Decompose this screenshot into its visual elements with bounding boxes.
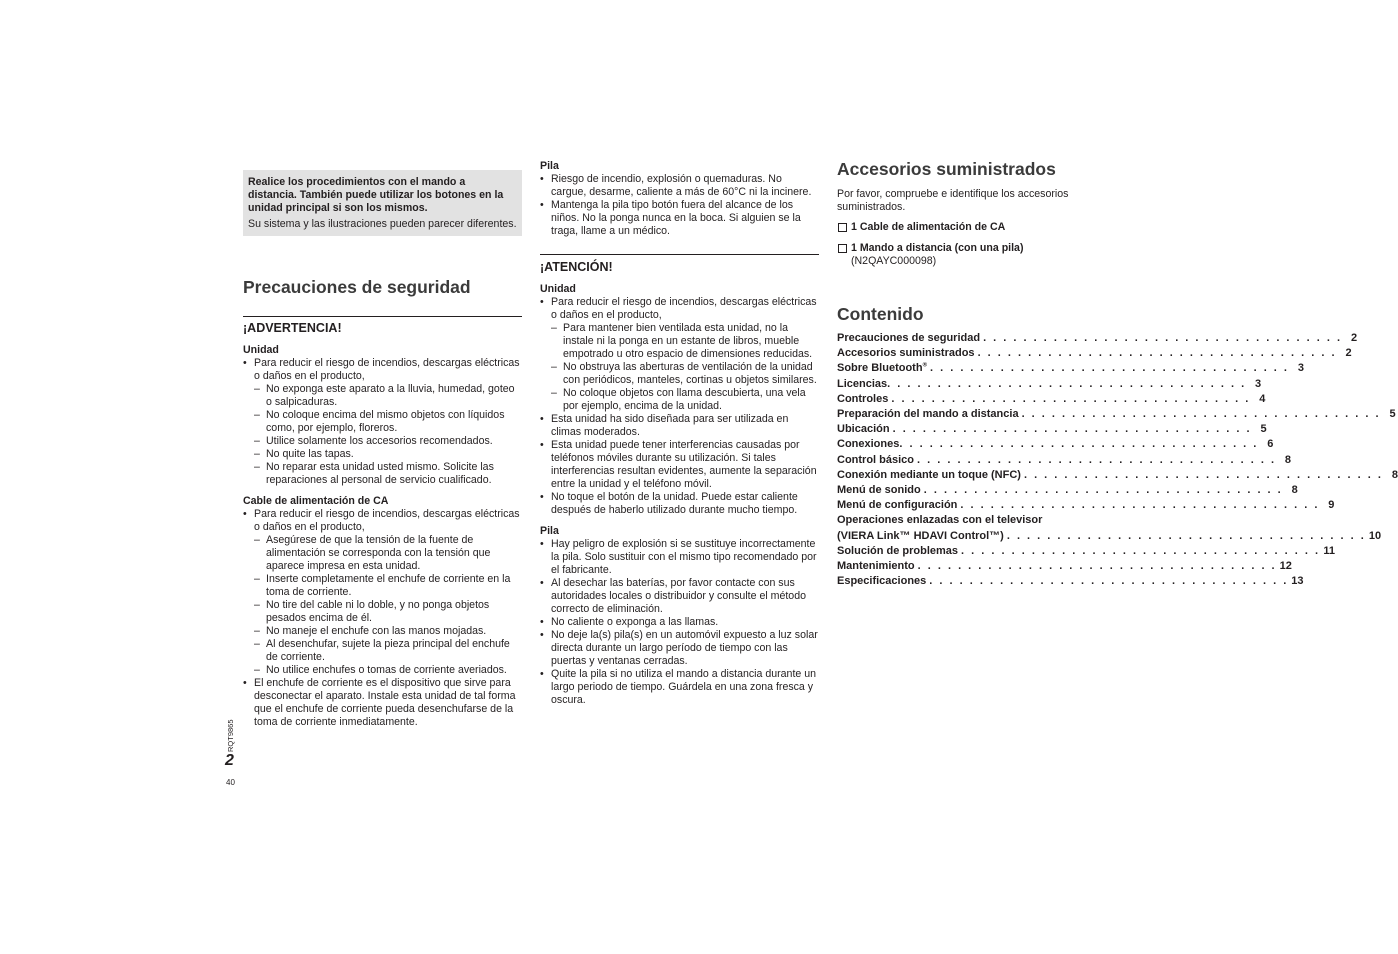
toc-row[interactable] (837, 483, 1298, 498)
section-rule (540, 254, 819, 255)
toc-row[interactable] (837, 513, 1116, 528)
pila-heading: Pila (540, 160, 559, 172)
toc-row[interactable] (837, 559, 1292, 574)
toc-leader: . . . . . . . . . . . . . . . . . . . . . . . . . . . . . . . . . . . . (923, 484, 1283, 497)
toc-title: Accesorios suministrados (837, 347, 975, 360)
checkbox-icon (838, 223, 847, 232)
list-item: – No tire del cable ni lo doble, y no ponga objetos pesados encima de él. (243, 599, 522, 625)
toc-row[interactable] (837, 529, 1382, 544)
list-item: • Quite la pila si no utiliza el mando a distancia durante un largo periodo de tiempo. Guárdela en una zona fresca y oscura. (540, 668, 819, 707)
toc-leader: . . . . . . . . . . . . . . . . . . . . . . . . . . . . . . . . . . . . (983, 332, 1343, 344)
list-item (243, 357, 522, 487)
pila-list (540, 538, 819, 707)
list-item-text: Para reducir el riesgo de incendios, descargas eléctricas o daños en el producto, (254, 508, 520, 533)
toc-leader: . . . . . . . . . . . . . . . . . . . . . . . . . . . . . . . . . . . . (961, 544, 1321, 557)
list-item: • No caliente o exponga a las llamas. (540, 616, 819, 629)
list-item: • Riesgo de incendio, explosión o quemaduras. No cargue, desarme, caliente a más de 60°C ni la incinere. (540, 173, 819, 199)
toc-leader: . . . . . . . . . . . . . . . . . . . . . . . . . . . . . . . . . . . . (899, 438, 1259, 451)
toc-page: 11 (1323, 544, 1336, 557)
left-column (243, 170, 522, 729)
toc-row[interactable] (837, 346, 1352, 361)
table-of-contents (837, 331, 1398, 589)
toc-leader: . . . . . . . . . . . . . . . . . . . . . . . . . . . . . . . . . . . . (960, 499, 1320, 512)
accessories-intro: Por favor, compruebe e identifique los accesorios suministrados. (837, 188, 1069, 213)
toc-title: Conexiones (837, 438, 900, 451)
list-item: – No reparar esta unidad usted mismo. Solicite las reparaciones al personal de servicio cualificado. (243, 461, 522, 487)
toc-row[interactable] (837, 422, 1267, 437)
list-item: • Esta unidad puede tener interferencias causadas por teléfonos móviles durante su utilización. Si tales interferencias resultan evidentes, aumente la separación entre la unidad y el teléfono móvil. (540, 439, 819, 491)
document-code: RQT9865 (226, 719, 235, 752)
toc-page: 4 (1259, 392, 1266, 405)
toc-page: 5 (1389, 408, 1396, 421)
list-item: – No exponga este aparato a la lluvia, humedad, goteo o salpicaduras. (243, 383, 522, 409)
list-item: – Utilice solamente los accesorios recomendados. (243, 435, 522, 448)
toc-page: 2 (1345, 347, 1352, 360)
toc-page: 8 (1284, 453, 1292, 466)
toc-row[interactable] (837, 544, 1336, 559)
toc-title: Control básico (837, 453, 915, 466)
toc-leader: . . . . . . . . . . . . . . . . . . . . . . . . . . . . . . . . . . . . (917, 453, 1277, 466)
toc-leader: . . . . . . . . . . . . . . . . . . . . . . . . . . . . . . . . . . . . (892, 423, 1252, 436)
toc-leader: . . . . . . . . . . . . . . . . . . . . . . . . . . . . . . . . . . . . (929, 362, 1289, 375)
contents-title: Contenido (837, 304, 924, 324)
list-item: – Para mantener bien ventilada esta unidad, no la instale ni la ponga en un estante de libros, mueble empotrado u otro espacio de dimensiones reducidas. (540, 322, 819, 361)
list-item: – No maneje el enchufe con las manos mojadas. (243, 625, 522, 638)
toc-row[interactable] (837, 574, 1304, 589)
unit-list (540, 296, 819, 517)
list-item-text: Para reducir el riesgo de incendios, descargas eléctricas o daños en el producto, (254, 357, 520, 382)
list-item-text: Para reducir el riesgo de incendios, descargas eléctricas o daños en el producto, (551, 296, 817, 321)
attention-heading: ¡ATENCIÓN! (540, 260, 613, 274)
info-note (243, 170, 522, 236)
toc-page: 6 (1267, 438, 1274, 451)
middle-column (540, 160, 819, 707)
toc-title: Menú de sonido (837, 484, 921, 497)
list-item: – No coloque objetos con llama descubierta, una vela por ejemplo, encima de la unidad. (540, 387, 819, 413)
accessories-title: Accesorios suministrados (837, 159, 1056, 179)
toc-title: Licencias (837, 377, 888, 390)
toc-title: Especificaciones (837, 575, 927, 588)
toc-row[interactable] (837, 498, 1335, 513)
toc-row[interactable] (837, 437, 1274, 452)
list-item: • Esta unidad ha sido diseñada para ser utilizada en climas moderados. (540, 413, 819, 439)
list-item: – No utilice enchufes o tomas de corriente averiados. (243, 664, 522, 677)
note-bold: Realice los procedimientos con el mando a distancia. También puede utilizar los botones en la unidad principal si son los mismos. (248, 176, 504, 214)
list-item (540, 296, 819, 413)
toc-title: Operaciones enlazadas con el televisor (837, 514, 1043, 527)
list-item: • No deje la(s) pila(s) en un automóvil expuesto a luz solar directa durante un largo período de tiempo con las puertas y ventanas cerradas. (540, 629, 819, 668)
list-item (243, 508, 522, 677)
page-subnumber: 40 (226, 778, 235, 787)
toc-row[interactable] (837, 407, 1396, 422)
cable-list (243, 508, 522, 729)
list-item: – No quite las tapas. (243, 448, 522, 461)
page-number: 2 (225, 752, 234, 769)
toc-title: (VIERA Link™ HDAVI Control™) (837, 529, 1004, 542)
list-item: – Asegúrese de que la tensión de la fuente de alimentación se corresponda con la tensión que aparece impresa en esta unidad. (243, 534, 522, 573)
toc-page: 8 (1291, 484, 1298, 497)
list-item: – Inserte completamente el enchufe de corriente en la toma de corriente. (243, 573, 522, 599)
list-item: • Hay peligro de explosión si se sustituye incorrectamente la pila. Solo sustituir con el mismo tipo recomendado por el fabricante. (540, 538, 819, 577)
toc-page: 2 (1350, 332, 1358, 344)
toc-leader: . . . . . . . . . . . . . . . . . . . . . . . . . . . . . . . . . . . . (891, 392, 1251, 405)
toc-leader: . . . . . . . . . . . . . . . . . . . . . . . . . . . . . . . . . . . . (1006, 529, 1366, 542)
toc-row[interactable] (837, 453, 1292, 468)
list-item: – No obstruya las aberturas de ventilación de la unidad con periódicos, manteles, cortinas u objetos similares. (540, 361, 819, 387)
toc-title-text: Sobre Bluetooth (837, 362, 923, 375)
accessory-label: 1 Mando a distancia (con una pila) (851, 242, 1024, 254)
toc-title: Solución de problemas (837, 544, 959, 557)
toc-row[interactable] (837, 361, 1304, 376)
toc-title: Conexión mediante un toque (NFC) (837, 468, 1021, 481)
toc-title (837, 361, 927, 376)
pila-list (540, 173, 819, 238)
toc-row[interactable] (837, 331, 1358, 346)
toc-leader: . . . . . . . . . . . . . . . . . . . . . . . . . . . . . . . . . . . . (1023, 468, 1383, 481)
unit-heading: Unidad (540, 283, 576, 295)
safety-title: Precauciones de seguridad (243, 277, 471, 297)
toc-page: 9 (1328, 499, 1335, 512)
list-item: – No coloque encima del mismo objetos con líquidos como, por ejemplo, floreros. (243, 409, 522, 435)
note-normal: Su sistema y las ilustraciones pueden parecer diferentes. (248, 218, 517, 230)
checkbox-icon (838, 244, 847, 253)
toc-page: 3 (1255, 377, 1262, 390)
toc-leader: . . . . . . . . . . . . . . . . . . . . . . . . . . . . . . . . . . . . (977, 347, 1337, 360)
toc-page: 12 (1279, 560, 1292, 573)
toc-page: 10 (1368, 529, 1382, 542)
list-item: – Al desenchufar, sujete la pieza principal del enchufe de corriente. (243, 638, 522, 664)
warning-heading: ¡ADVERTENCIA! (243, 321, 342, 335)
toc-title: Controles (837, 392, 889, 405)
toc-row[interactable] (837, 392, 1266, 407)
toc-title: Menú de configuración (837, 499, 958, 512)
accessory-label: 1 Cable de alimentación de CA (851, 221, 1006, 233)
toc-page: 8 (1391, 468, 1398, 481)
right-column (837, 159, 1398, 589)
toc-row[interactable] (837, 377, 1262, 392)
section-rule (243, 316, 522, 317)
toc-page: 3 (1297, 362, 1304, 375)
pila-heading: Pila (540, 525, 559, 537)
list-item: • No toque el botón de la unidad. Puede estar caliente después de haberlo utilizado durante mucho tiempo. (540, 491, 819, 517)
toc-page: 13 (1291, 575, 1304, 588)
list-item: • Mantenga la pila tipo botón fuera del alcance de los niños. No la ponga nunca en la boca. Si alguien se la traga, llame a un médico. (540, 199, 819, 238)
toc-leader: . . . . . . . . . . . . . . . . . . . . . . . . . . . . . . . . . . . . (929, 575, 1289, 588)
accessory-item (837, 221, 1116, 234)
cable-heading: Cable de alimentación de CA (243, 495, 389, 507)
toc-title: Preparación del mando a distancia (837, 408, 1019, 421)
toc-title: Mantenimiento (837, 560, 915, 573)
accessory-code: (N2QAYC000098) (851, 255, 937, 267)
toc-leader: . . . . . . . . . . . . . . . . . . . . . . . . . . . . . . . . . . . . (887, 377, 1247, 390)
unit-heading: Unidad (243, 344, 279, 356)
list-item: • El enchufe de corriente es el dispositivo que sirve para desconectar el aparato. Instale esta unidad de tal forma que el enchufe de corriente pueda desenchufarse de la toma de corriente inmediatamente. (243, 677, 522, 729)
toc-title: Ubicación (837, 423, 890, 436)
accessory-item (837, 242, 1116, 268)
unit-list (243, 357, 522, 487)
list-item: • Al desechar las baterías, por favor contacte con sus autoridades locales o distribuidor y consulte el método correcto de eliminación. (540, 577, 819, 616)
toc-leader: . . . . . . . . . . . . . . . . . . . . . . . . . . . . . . . . . . . . (1021, 408, 1381, 421)
toc-title: Precauciones de seguridad (837, 332, 981, 344)
toc-page: 5 (1260, 423, 1267, 436)
toc-leader: . . . . . . . . . . . . . . . . . . . . . . . . . . . . . . . . . . . . (917, 560, 1277, 573)
toc-row[interactable] (837, 468, 1398, 483)
registered-mark: ® (922, 362, 927, 369)
